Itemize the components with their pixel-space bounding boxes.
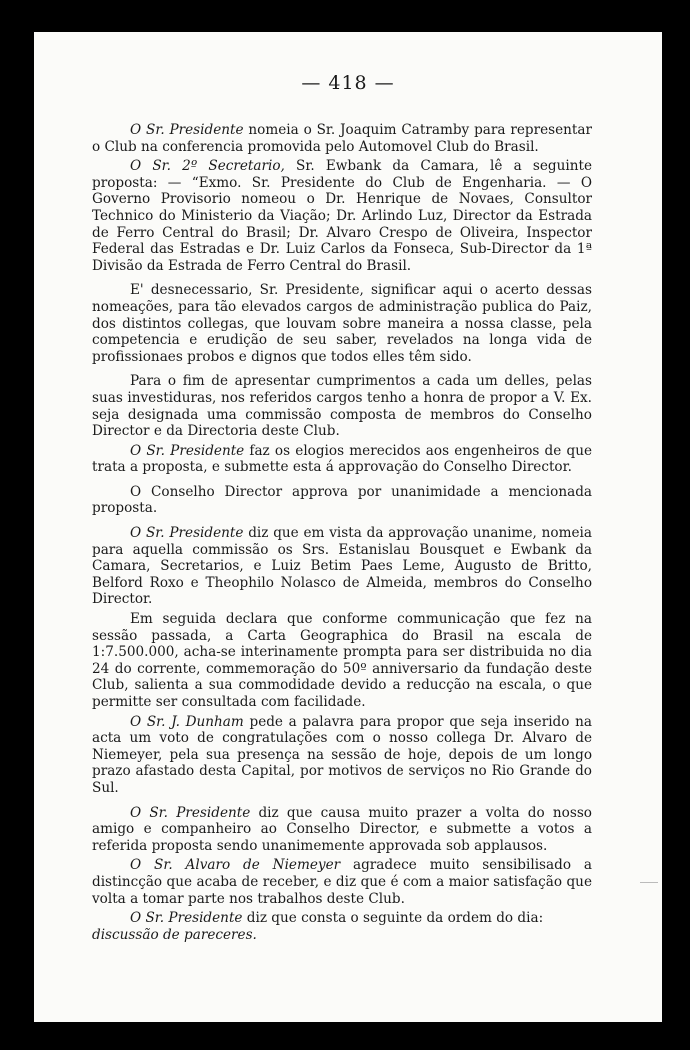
paragraph [92, 525, 592, 608]
paragraph-text: pede a palavra para propor que seja inserido na acta um voto de congratulações com o nosso collega Dr. Alvaro de Niemeyer, pela sua presença na sessão de hoje, depois de um longo prazo afastado desta Capital, por motivos de serviços no Rio Grande do Sul. [92, 713, 592, 796]
speaker: O Sr. Presidente [130, 804, 251, 821]
speaker: O Sr. J. Dunham [130, 713, 244, 730]
paragraph-text: nomeia o Sr. Joaquim Catramby para representar o Club na conferencia promovida pelo Automovel Club do Brasil. [92, 122, 592, 155]
paragraph [92, 910, 592, 943]
paragraph [92, 373, 592, 439]
paragraph [92, 443, 592, 476]
paragraph [92, 611, 592, 711]
paragraph [92, 805, 592, 855]
paragraph [92, 484, 592, 517]
paragraph [92, 714, 592, 797]
paragraph [92, 857, 592, 907]
paragraph-text: E' desnecessario, Sr. Presidente, significar aqui o acerto dessas nomeações, para tão elevados cargos de administração publica do Paiz, dos distintos collegas, que louvam sobre maneira a nossa classe, pela competencia e erudição de seu saber, revelados na longa vida de profissionaes probos e dignos que todos elles têm sido. [92, 282, 592, 365]
speaker: O Sr. Alvaro de Niemeyer [130, 857, 341, 874]
body-text [92, 122, 592, 946]
paragraph-text: diz que consta o seguinte da ordem do dia: [242, 910, 544, 927]
agenda-item: discussão de pareceres. [92, 926, 257, 943]
paragraph [92, 282, 592, 365]
paragraph-text: diz que causa muito prazer a volta do nosso amigo e companheiro ao Conselho Director, e submette a votos a referida proposta sendo unanimemente approvada sob applausos. [92, 804, 592, 854]
paragraph-text: Em seguida declara que conforme communicação que fez na sessão passada, a Carta Geographica do Brasil na escala de 1:7.500.000, acha-se interinamente prompta para ser distribuida no dia 24 do corrente, commemoração do 50º anniversario da fundação deste Club, salienta a sua commodidade devido a reducção na escala, o que permitte ser consultada com facilidade. [92, 611, 592, 710]
paragraph-text: O Conselho Director approva por unanimidade a mencionada proposta. [92, 483, 592, 517]
document-page [34, 32, 662, 1022]
paragraph [92, 158, 592, 274]
speaker: O Sr. 2º Secretario, [130, 158, 285, 175]
speaker: O Sr. Presidente [130, 910, 243, 927]
paragraph [92, 122, 592, 155]
paragraph-text: agradece muito sensibilisado a distincção que acaba de receber, e diz que é com a maior satisfação que volta a tomar parte nos trabalhos deste Club. [92, 857, 593, 907]
paragraph-text: faz os elogios merecidos aos engenheiros de que trata a proposta, e submette esta á approvação do Conselho Director. [92, 442, 593, 476]
paragraph-text: diz que em vista da approvação unanime, nomeia para aquella commissão os Srs. Estanislau Bousquet e Ewbank da Camara, Secretarios, e Luiz Betim Paes Leme, Augusto de Britto, Belford Roxo e Theophilo Nolasco de Almeida, membros do Conselho Director. [92, 525, 592, 608]
page-number: — 418 — [301, 72, 395, 94]
speaker: O Sr. Presidente [130, 525, 244, 542]
speaker: O Sr. Presidente [130, 442, 245, 459]
speaker: O Sr. Presidente [130, 122, 244, 138]
paragraph-text: Sr. Ewbank da Camara, lê a seguinte proposta: — “Exmo. Sr. Presidente do Club de Engenharia. — O Governo Provisorio nomeou o Dr. Henrique de Novaes, Consultor Technico do Ministerio da Viação; Dr. Arlindo Luz, Director da Estrada de Ferro Central do Brasil; Dr. Alvaro Crespo de Oliveira, Inspector Federal das Estradas e Dr. Luiz Carlos da Fonseca, Sub-Director da 1ª Divisão da Estrada de Ferro Central do Brasil. [92, 158, 593, 274]
scan-mark [640, 882, 658, 883]
paragraph-text: Para o fim de apresentar cumprimentos a cada um delles, pelas suas investiduras, nos referidos cargos tenho a honra de propor a V. Ex. seja designada uma commissão composta de membros do Conselho Director e da Directoria deste Club. [92, 373, 592, 440]
